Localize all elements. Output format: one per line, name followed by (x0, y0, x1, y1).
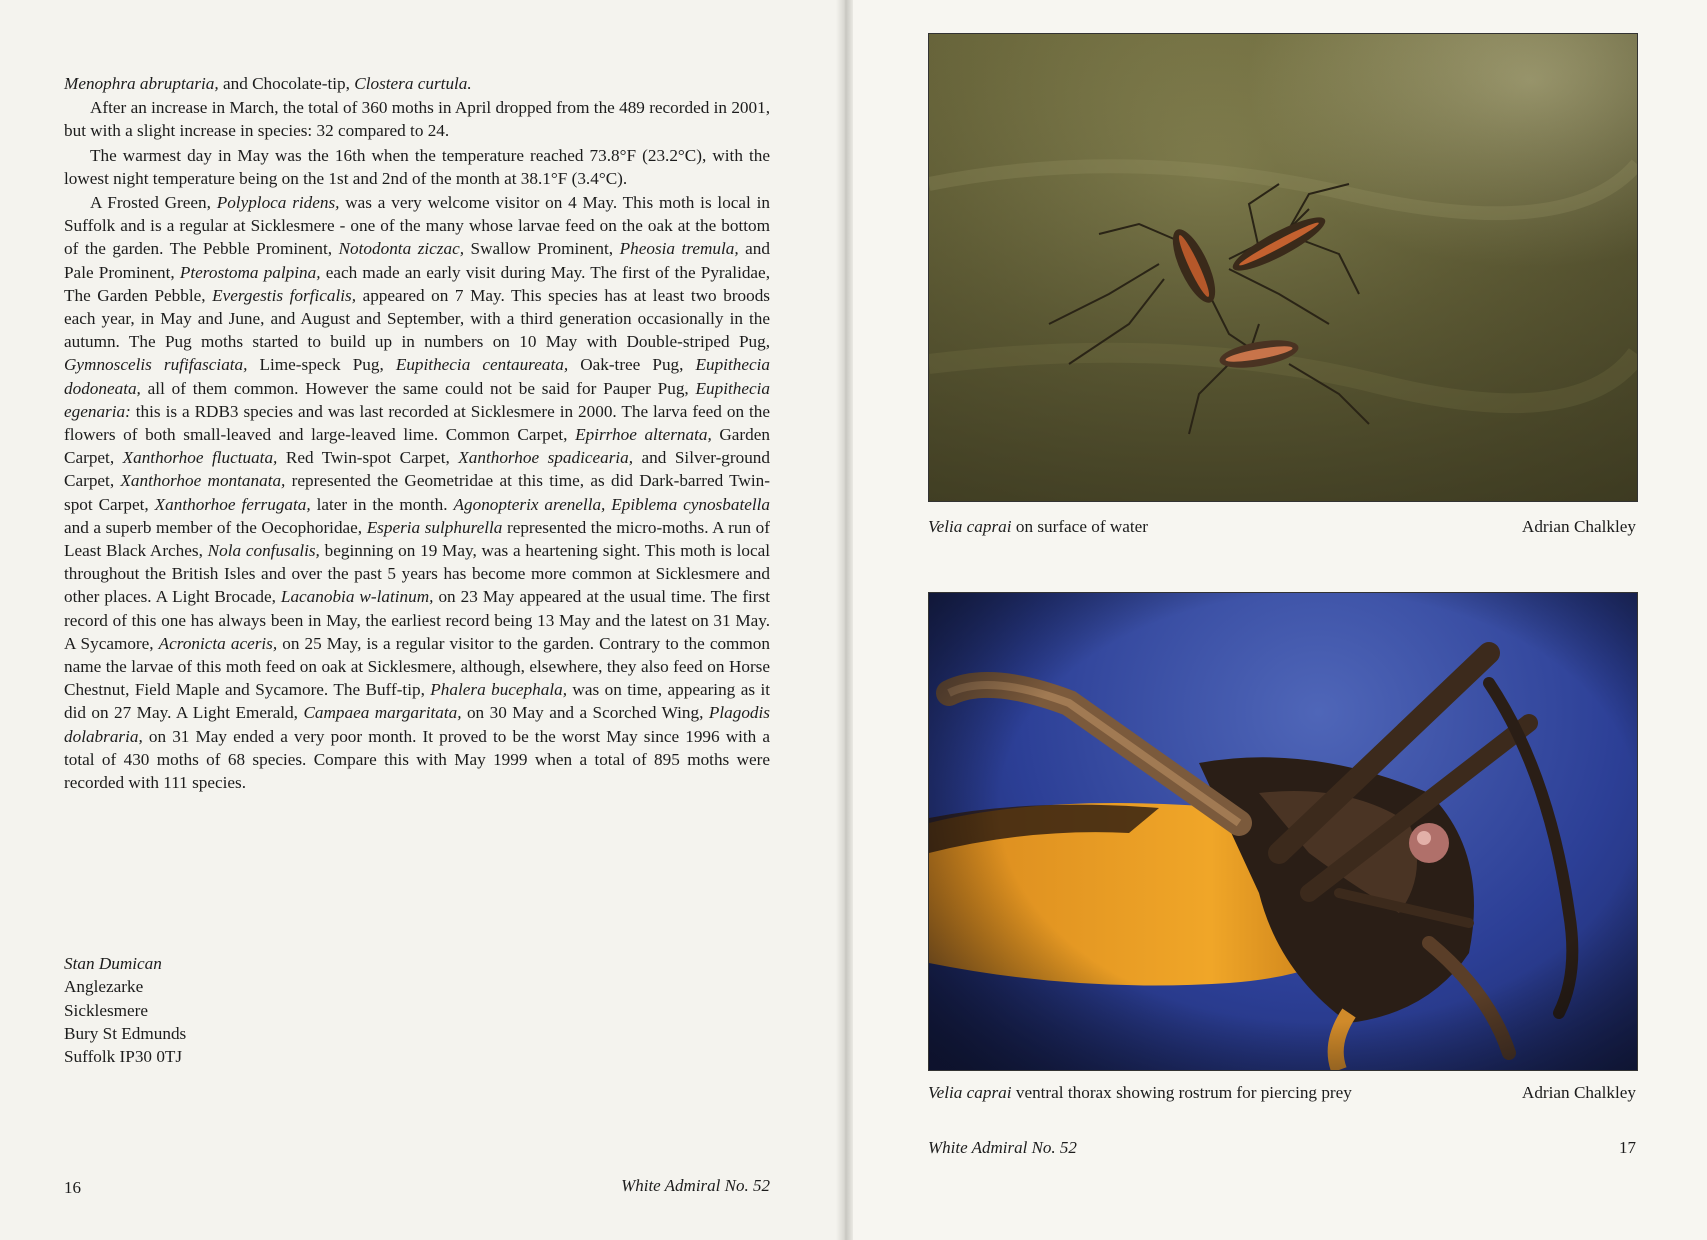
text-run: and Chocolate-tip, (218, 74, 355, 93)
water-strider-photo-graphic (929, 34, 1637, 501)
text-run: represented the micro-moths. A run of Least Black Arches, (64, 517, 770, 561)
species-name: Epirrhoe alternata, (575, 425, 712, 445)
running-title-right: White Admiral No. 52 (928, 1138, 1077, 1157)
species-name: Lacanobia w-latinum, (280, 587, 434, 607)
article-paragraph (64, 72, 770, 95)
thorax-closeup-graphic (929, 593, 1637, 1070)
address-line: Sicklesmere (64, 1000, 148, 1020)
text-run: Oak-tree Pug, (568, 355, 696, 375)
species-name: Acronicta aceris, (158, 633, 278, 653)
text-run: on 30 May and a Scorched Wing, (461, 703, 709, 723)
figure-caption-1 (928, 517, 1148, 537)
address-line: Suffolk IP30 0TJ (64, 1047, 183, 1067)
species-name: Campaea margaritata, (303, 703, 462, 723)
text-run: was a very welcome visitor on 4 May. This moth is local in Suffolk and is a regular at Sicklesmere - one of the many whose larvae feed on the oak at the bottom of the garden. The Pebble Prominent, (64, 193, 771, 259)
species-name: Eupithecia centaureata, (395, 355, 569, 375)
text-run: appeared on 7 May. This species has at least two broods each year, in May and June, and August and September, with a third generation occasionally in the autumn. The Pug moths started to build up in numbers on 10 May with Double-striped Pug, (64, 285, 770, 352)
species-name: Phalera bucephala, (430, 680, 567, 700)
text-run: and a superb member of the Oecophoridae, (64, 517, 367, 537)
running-title-left: White Admiral No. 52 (621, 1176, 770, 1195)
species-name: Xanthorhoe fluctuata, (122, 448, 278, 468)
species-name: Gymnoscelis rufifasciata, (64, 355, 248, 375)
text-run: on 31 May ended a very poor month. It proved to be the worst May since 1996 with a total of 430 moths of 68 species. Compare this with May 1999 when a total of 895 moths were recorded with 111 species. (64, 726, 770, 793)
text-run: and Silver-ground Carpet, (64, 448, 770, 491)
article-body (64, 72, 770, 795)
species-name: Esperia sulphurella (366, 517, 503, 537)
species-name: Plagodis dolabraria, (64, 703, 770, 746)
photo-credit-2: Adrian Chalkley (1521, 1083, 1636, 1102)
text-run: on 23 May appeared at the usual time. The first record of this one has always been in May, the earliest record being 13 May and the latest on 31 May. A Sycamore, (64, 587, 770, 653)
left-page (0, 0, 845, 1240)
text-run: on 25 May, is a regular visitor to the garden. Contrary to the common name the larvae of this moth feed on oak at Sicklesmere, although, elsewhere, they also feed on Horse Chestnut, Field Maple and Sycamore. The Buff-tip, (64, 633, 770, 700)
caption-species: Velia caprai (928, 517, 1012, 536)
species-name: Evergestis forficalis, (212, 285, 356, 305)
photo-velia-ventral-thorax (928, 592, 1638, 1071)
species-name: Pterostoma palpina, (179, 262, 321, 282)
author-name: Stan Dumican (64, 954, 162, 973)
species-name: Menophra abruptaria, (64, 74, 219, 93)
article-paragraph (64, 144, 770, 190)
caption-species: Velia caprai (928, 1083, 1012, 1102)
text-run: Red Twin-spot Carpet, (277, 448, 459, 468)
author-signature (64, 952, 186, 1068)
address-line: Anglezarke (64, 977, 144, 997)
caption-text: on surface of water (1011, 517, 1149, 536)
species-name: Xanthorhoe spadicearia, (458, 448, 634, 468)
text-run: was on time, appearing as it did on 27 May. A Light Emerald, (64, 680, 770, 723)
text-run: this is a RDB3 species and was last recorded at Sicklesmere in 2000. The larva feed on the flowers of both small-leaved and large-leaved lime. Common Carpet, (64, 401, 770, 445)
text-run: all of them common. However the same could not be said for Pauper Pug, (140, 378, 696, 398)
species-name: Xanthorhoe montanata, (120, 471, 286, 491)
species-name: Polyploca ridens, (216, 193, 340, 213)
species-name: Agonopterix arenella, Epiblema cynosbatella (453, 494, 770, 514)
photo-credit-1: Adrian Chalkley (1521, 517, 1636, 536)
text-run: Garden Carpet, (64, 425, 770, 468)
text-run: Swallow Prominent, (464, 239, 620, 259)
text-run: After an increase in March, the total of 360 moths in April dropped from the 489 recorded in 2001, but with a slight increase in species: 32 compared to 24. (64, 98, 770, 141)
text-run: A Frosted Green, (90, 193, 217, 213)
caption-text: ventral thorax showing rostrum for piercing prey (1011, 1083, 1352, 1102)
article-paragraph (64, 96, 770, 142)
species-name: Clostera curtula. (354, 74, 472, 93)
species-name: Pheosia tremula, (619, 239, 739, 259)
text-run: and Pale Prominent, (64, 239, 770, 282)
page-number-left: 16 (64, 1178, 81, 1197)
species-name: Eupithecia egenaria: (64, 378, 770, 421)
text-run: represented the Geometridae at this time, as did Dark-barred Twin-spot Carpet, (64, 471, 770, 514)
book-gutter (836, 0, 854, 1240)
text-run: each made an early visit during May. The first of the Pyralidae, The Garden Pebble, (64, 262, 770, 305)
address-line: Bury St Edmunds (64, 1023, 187, 1043)
text-run: The warmest day in May was the 16th when the temperature reached 73.8°F (23.2°C), with the lowest night temperature being on the 1st and 2nd of the month at 38.1°F (3.4°C). (64, 145, 770, 188)
text-run: beginning on 19 May, was a heartening sight. This moth is local throughout the British Isles and over the past 5 years has become more common at Sicklesmere and other places. A Light Brocade, (64, 541, 770, 607)
article-paragraph (64, 191, 770, 794)
text-run: later in the month. (310, 494, 454, 514)
species-name: Notodonta ziczac, (338, 239, 464, 259)
species-name: Xanthorhoe ferrugata, (154, 494, 311, 514)
text-run: Lime-speck Pug, (247, 355, 396, 375)
photo-velia-on-water (928, 33, 1638, 502)
figure-caption-2 (928, 1083, 1352, 1103)
species-name: Eupithecia dodoneata, (64, 355, 770, 398)
species-name: Nola confusalis, (207, 541, 320, 561)
page-number-right: 17 (1619, 1138, 1636, 1157)
